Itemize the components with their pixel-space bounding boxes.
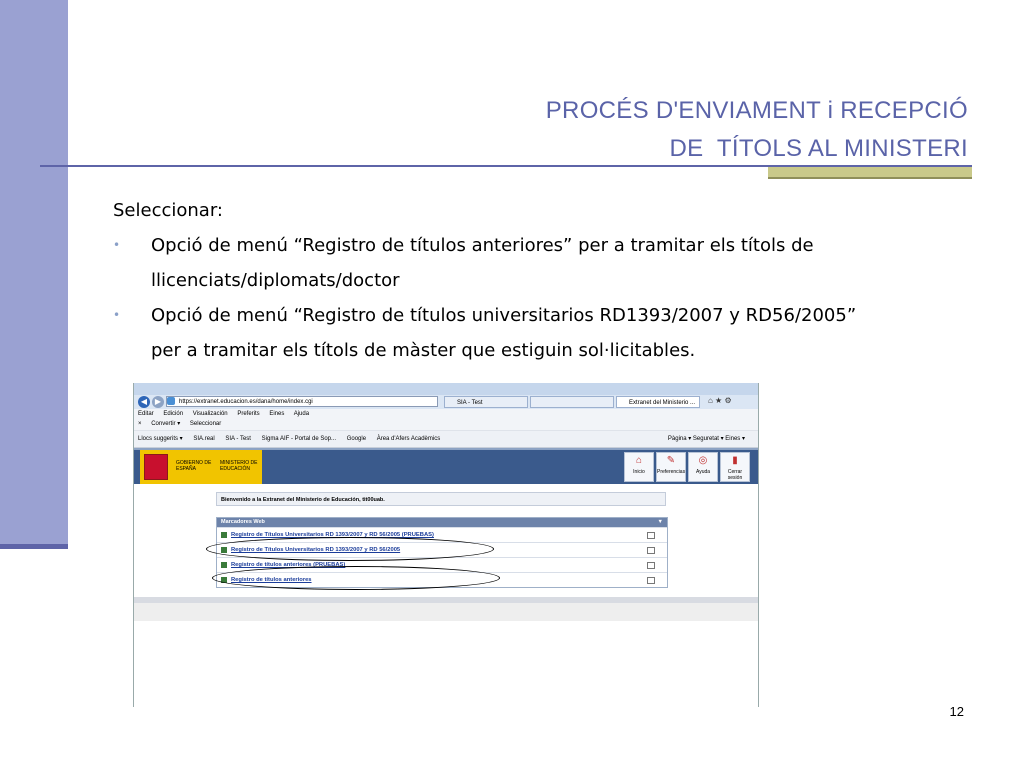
crest-icon xyxy=(144,454,168,480)
tool-label: Cerrar sesión xyxy=(727,469,743,481)
collapse-icon[interactable]: ▼ xyxy=(657,519,663,525)
menu-item[interactable]: Preferits xyxy=(237,411,260,417)
left-bar-edge xyxy=(0,544,68,549)
menu-item[interactable]: Edición xyxy=(163,411,184,417)
address-bar[interactable]: https://extranet.educacion.es/dana/home/index.cgi xyxy=(166,396,438,407)
preferences-button[interactable] xyxy=(656,452,686,482)
home-icon: ⌂ xyxy=(635,455,643,466)
highlight-oval-1 xyxy=(206,537,494,561)
external-window-icon[interactable] xyxy=(647,532,655,539)
site-icon xyxy=(167,397,175,405)
menu-item[interactable]: Ajuda xyxy=(293,411,310,417)
link-label[interactable]: Registro de Títulos Universitarios RD 1393/2007 y RD 56/2005 (PRUEBAS) xyxy=(231,532,434,538)
title-line-2: DE TÍTOLS AL MINISTERI xyxy=(669,135,968,162)
left-decorative-bar xyxy=(0,0,68,549)
favorite-item[interactable]: Sigma AIF - Portal de Sop... xyxy=(261,436,337,442)
home-button[interactable] xyxy=(624,452,654,482)
bullet-icon: • xyxy=(113,308,121,322)
favorite-item[interactable]: Google xyxy=(346,436,367,442)
browser-titlebar xyxy=(134,383,758,395)
title-line-1: PROCÉS D'ENVIAMENT i RECEPCIÓ xyxy=(545,97,968,124)
wrench-icon: ✎ xyxy=(666,455,676,466)
page-tools[interactable]: Pàgina ▾ Seguretat ▾ Eines ▾ xyxy=(667,436,745,442)
close-icon[interactable]: × xyxy=(138,421,142,427)
intro-text: Seleccionar: xyxy=(113,200,223,221)
link-label[interactable]: Registro de títulos anteriores xyxy=(231,577,312,583)
tab-blank[interactable] xyxy=(530,396,614,408)
page-content xyxy=(134,484,758,654)
favorite-item[interactable]: SIA - Test xyxy=(225,436,251,442)
convert-button[interactable]: Convertir ▾ xyxy=(151,421,181,427)
link-label[interactable]: Registro de títulos anteriores (PRUEBAS) xyxy=(231,562,346,568)
title-accent-bar xyxy=(768,167,972,179)
favorite-item[interactable]: Àrea d'Afers Acadèmics xyxy=(376,436,441,442)
window-controls-icon[interactable]: ⌂ ★ ⚙ xyxy=(708,396,732,405)
logout-button[interactable] xyxy=(720,452,750,482)
tab-extranet[interactable]: Extranet del Ministerio ... xyxy=(616,396,700,408)
ministry-logo xyxy=(140,450,262,484)
welcome-message: Bienvenido a la Extranet del Ministerio de Educación, tit00uab. xyxy=(216,492,666,506)
external-window-icon[interactable] xyxy=(647,562,655,569)
select-button[interactable]: Seleccionar xyxy=(189,421,222,427)
external-window-icon[interactable] xyxy=(647,577,655,584)
help-button[interactable] xyxy=(688,452,718,482)
external-window-icon[interactable] xyxy=(647,547,655,554)
tool-label: Ayuda xyxy=(695,469,711,475)
slide-title xyxy=(546,92,968,168)
menu-item[interactable]: Eines xyxy=(269,411,285,417)
bullet-item-1 xyxy=(113,228,973,298)
site-header xyxy=(134,448,758,484)
menu-bar xyxy=(134,409,758,419)
tab-sia-test[interactable]: SIA - Test xyxy=(444,396,528,408)
browser-screenshot xyxy=(133,383,759,707)
highlight-oval-2 xyxy=(212,566,500,590)
back-button[interactable]: ◀ xyxy=(138,396,150,408)
panel-title: Marcadores Web xyxy=(221,519,265,525)
forward-button[interactable]: ▶ xyxy=(152,396,164,408)
panel-header xyxy=(217,518,667,527)
bullet-icon: • xyxy=(113,238,121,252)
footer-grey xyxy=(134,603,758,621)
lifebuoy-icon: ◎ xyxy=(698,455,708,466)
favorite-item[interactable]: Llocs suggerits ▾ xyxy=(138,436,183,442)
bullet-2-line-1: Opció de menú “Registro de títulos universitarios RD1393/2007 y RD56/2005” xyxy=(151,305,857,326)
favorites-bar xyxy=(134,431,758,448)
logo-ministerio: MINISTERIO DE EDUCACIÓN xyxy=(220,460,258,472)
menu-item[interactable]: Editar xyxy=(138,411,154,417)
link-icon xyxy=(221,532,227,538)
bullet-1-line-2: llicenciats/diplomats/doctor xyxy=(151,270,400,291)
logo-gobierno: GOBIERNO DE ESPAÑA xyxy=(176,460,212,472)
command-bar xyxy=(134,419,758,431)
link-label[interactable]: Registro de Títulos Universitarios RD 1393/2007 y RD 56/2005 xyxy=(231,547,401,553)
tool-label: Inicio xyxy=(633,469,645,475)
bullet-2-line-2: per a tramitar els títols de màster que estiguin sol·licitables. xyxy=(151,340,696,361)
door-icon: ▮ xyxy=(732,455,738,466)
link-icon xyxy=(221,562,227,568)
tool-label: Preferencias xyxy=(657,469,686,475)
address-row xyxy=(134,395,758,409)
site-toolbar xyxy=(624,452,750,482)
bullet-item-2 xyxy=(113,298,973,368)
bullet-1-line-1: Opció de menú “Registro de títulos anteriores” per a tramitar els títols de xyxy=(151,235,814,256)
favorite-item[interactable]: SIA.real xyxy=(193,436,215,442)
page-number: 12 xyxy=(949,704,964,719)
slide-body xyxy=(113,193,973,368)
menu-item[interactable]: Visualización xyxy=(192,411,228,417)
